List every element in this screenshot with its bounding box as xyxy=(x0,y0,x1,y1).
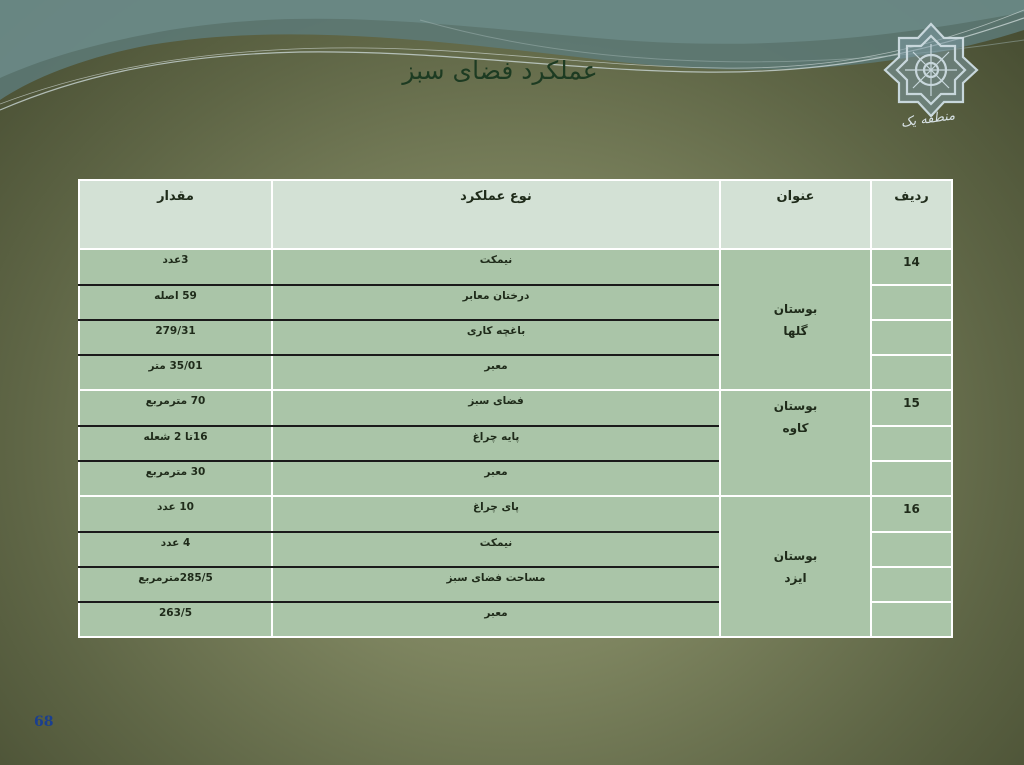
activity-cell: باغچه کاری xyxy=(272,320,720,355)
table-row xyxy=(79,249,952,285)
header-row-number: ردیف xyxy=(871,180,952,249)
amount-cell: 70 مترمربع xyxy=(79,390,272,426)
row-number-empty xyxy=(871,285,952,320)
activity-cell: پای چراغ xyxy=(272,496,720,532)
row-number-empty xyxy=(871,461,952,496)
amount-cell: 35/01 متر xyxy=(79,355,272,390)
header-title: عنوان xyxy=(720,180,871,249)
row-number-empty xyxy=(871,320,952,355)
activity-cell: فضای سبز xyxy=(272,390,720,426)
park-name-line1: بوستان xyxy=(773,548,818,563)
park-name-line2: گلها xyxy=(783,323,808,338)
park-name-line2: کاوه xyxy=(782,421,809,435)
amount-cell: 59 اصله xyxy=(79,285,272,320)
row-number-empty xyxy=(871,602,952,637)
table-row xyxy=(79,496,952,532)
row-number-empty xyxy=(871,355,952,390)
row-number-empty xyxy=(871,426,952,461)
header-activity-type: نوع عملکرد xyxy=(272,180,720,249)
activity-cell: معبر xyxy=(272,461,720,496)
amount-cell: 30 مترمربع xyxy=(79,461,272,496)
activity-cell: پایه چراغ xyxy=(272,426,720,461)
green-space-table xyxy=(78,179,953,638)
row-number-empty xyxy=(871,532,952,567)
amount-cell: 16تا 2 شعله xyxy=(79,426,272,461)
logo-caption: منطقه یک xyxy=(899,108,957,131)
amount-cell: 285/5مترمربع xyxy=(79,567,272,602)
row-number: 14 xyxy=(871,249,952,285)
page-number: 68 xyxy=(34,714,54,730)
activity-cell: نیمکت xyxy=(272,532,720,567)
amount-cell: 4 عدد xyxy=(79,532,272,567)
header-amount: مقدار xyxy=(79,180,272,249)
table-row xyxy=(79,390,952,426)
amount-cell: 3عدد xyxy=(79,249,272,285)
park-name xyxy=(720,496,871,637)
activity-cell: مساحت فضای سبز xyxy=(272,567,720,602)
slide-title: عملکرد فضای سبز xyxy=(402,56,598,85)
amount-cell: 279/31 xyxy=(79,320,272,355)
row-number: 16 xyxy=(871,496,952,532)
activity-cell: نیمکت xyxy=(272,249,720,285)
park-name xyxy=(720,249,871,390)
activity-cell: درختان معابر xyxy=(272,285,720,320)
activity-cell: معبر xyxy=(272,355,720,390)
table-header-row xyxy=(79,180,952,249)
park-name-line1: بوستان xyxy=(773,399,818,413)
amount-cell: 10 عدد xyxy=(79,496,272,532)
row-number-empty xyxy=(871,567,952,602)
park-name-line1: بوستان xyxy=(773,301,818,316)
amount-cell: 263/5 xyxy=(79,602,272,637)
activity-cell: معبر xyxy=(272,602,720,637)
park-name xyxy=(720,390,871,496)
row-number: 15 xyxy=(871,390,952,426)
park-name-line2: ایزد xyxy=(784,570,807,585)
